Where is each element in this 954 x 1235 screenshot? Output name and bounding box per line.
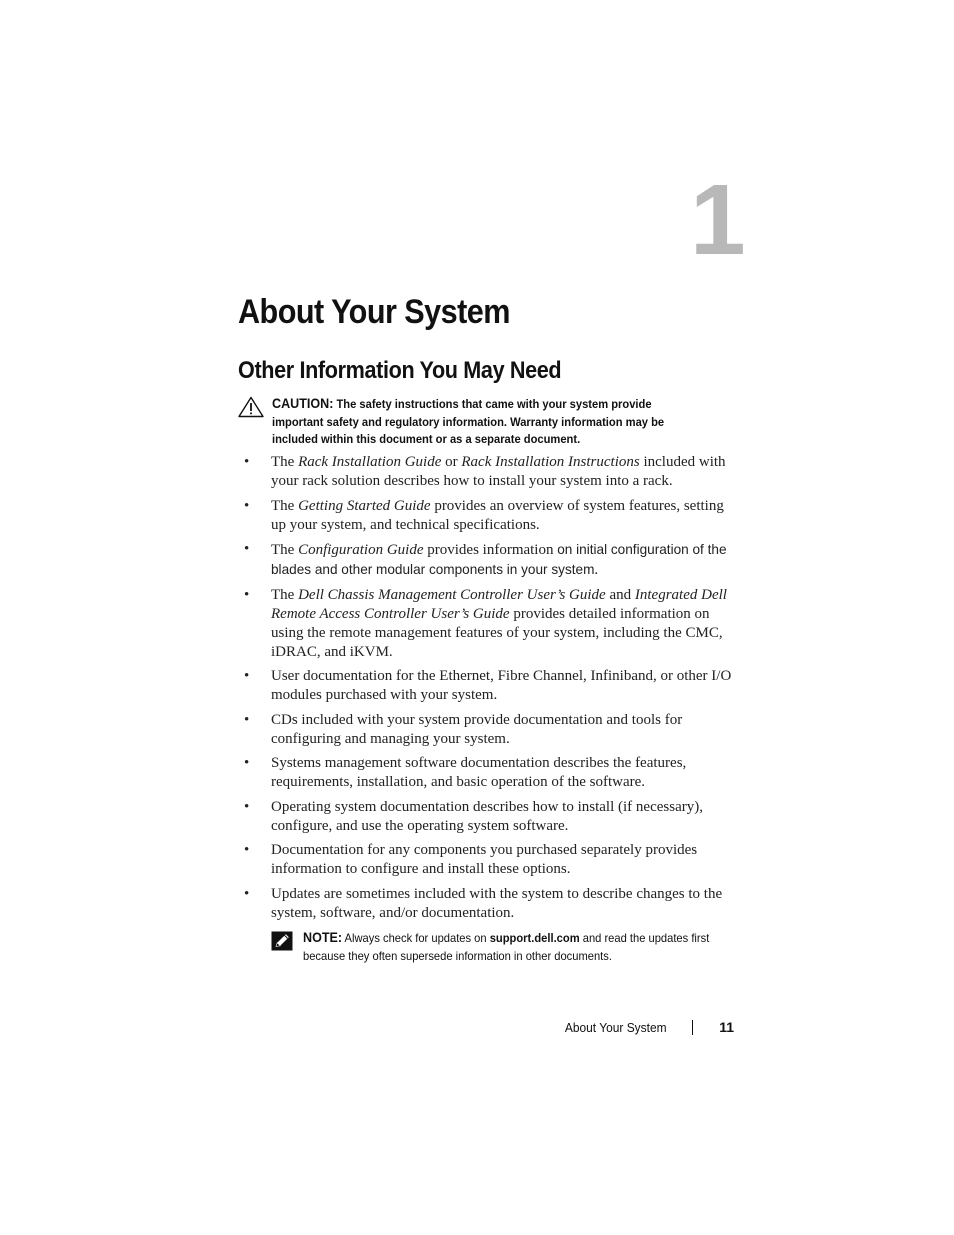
bullet-glyph: • xyxy=(244,497,250,514)
doc-title: Integrated Dell Remote Access Controller User’s Guide xyxy=(271,586,727,622)
page-footer xyxy=(520,1018,735,1038)
item-text-lead: The xyxy=(271,454,299,470)
item-text-lead: The xyxy=(271,542,299,558)
bullet-glyph: • xyxy=(244,842,250,858)
item-text-lead: The xyxy=(271,497,299,514)
note-label: NOTE: xyxy=(303,930,343,945)
item-text-lead: The xyxy=(271,586,299,603)
bullet-glyph: • xyxy=(244,668,250,684)
note-text-before: Always check for updates on xyxy=(342,931,490,945)
doc-title: Configuration Guide xyxy=(298,542,424,558)
caution-text-block xyxy=(272,395,705,449)
documentation-list xyxy=(244,453,744,928)
bullet-glyph: • xyxy=(244,711,250,728)
item-text: Operating system documentation describes how to install (if necessary), configure, and use the operating system software. xyxy=(271,798,703,834)
bullet-glyph: • xyxy=(244,454,250,470)
chapter-number: 1 xyxy=(690,164,746,276)
item-text: Systems management software documentation describes the features, requirements, installation, and basic operation of the software. xyxy=(271,755,687,790)
item-text-end: . xyxy=(594,562,599,578)
item-text: Updates are sometimes included with the system to describe changes to the system, software, and/or documentation. xyxy=(271,885,723,921)
list-item xyxy=(244,841,737,879)
section-title: Other Information You May Need xyxy=(238,357,562,384)
caution-text: The safety instructions that came with your system provide important safety and regulatory information. Warranty information may be included within this document or as a separate document. xyxy=(272,397,665,446)
item-text-rest: provides information xyxy=(423,542,558,558)
list-item xyxy=(244,711,737,749)
bullet-glyph: • xyxy=(244,586,250,603)
doc-title: Rack Installation Instructions xyxy=(461,454,640,470)
bullet-glyph: • xyxy=(244,885,250,902)
list-item xyxy=(244,540,737,580)
list-item xyxy=(244,667,737,705)
item-text-rest: provides detailed information on using the remote management features of your system, including the CMC, iDRAC, and iKVM. xyxy=(271,605,723,660)
list-item xyxy=(244,754,737,792)
item-text: CDs included with your system provide documentation and tools for configuring and managing your system. xyxy=(271,711,683,747)
item-text-mid: and xyxy=(605,586,635,603)
note-text-after: and read the updates first because they often supersede information in other documents. xyxy=(303,931,710,963)
bullet-glyph: • xyxy=(244,798,250,815)
list-item xyxy=(244,798,737,836)
item-text: Documentation for any components you purchased separately provides information to configure and install these options. xyxy=(271,842,698,877)
caution-triangle-icon xyxy=(238,396,264,418)
item-text-rest: included with your rack solution describes how to install your system into a rack. xyxy=(271,454,726,489)
doc-title: Getting Started Guide xyxy=(298,497,431,514)
caution-notice xyxy=(238,395,738,449)
list-item xyxy=(244,885,737,923)
doc-title: Rack Installation Guide xyxy=(298,454,442,470)
item-text-sans: on initial configuration of the blades and other modular components in your system xyxy=(271,542,727,577)
item-text-rest: provides an overview of system features, setting up your system, and technical specifications. xyxy=(271,497,724,533)
list-item xyxy=(244,586,737,662)
caution-label: CAUTION: xyxy=(272,396,334,411)
bullet-glyph: • xyxy=(244,755,250,771)
support-link[interactable]: support.dell.com xyxy=(489,931,580,945)
item-text-mid: or xyxy=(441,454,462,470)
doc-title: Dell Chassis Management Controller User’s Guide xyxy=(298,586,606,603)
chapter-title: About Your System xyxy=(238,293,510,331)
footer-chapter-title: About Your System xyxy=(565,1020,667,1035)
list-item xyxy=(244,497,737,535)
note-text-block xyxy=(303,929,710,965)
page-number: 11 xyxy=(719,1019,734,1035)
item-text: User documentation for the Ethernet, Fibre Channel, Infiniband, or other I/O modules purchased with your system. xyxy=(271,668,732,703)
note-notice xyxy=(271,929,741,965)
list-item xyxy=(244,453,737,491)
bullet-glyph: • xyxy=(244,541,250,557)
footer-divider xyxy=(692,1020,693,1035)
note-pencil-icon xyxy=(271,931,293,951)
